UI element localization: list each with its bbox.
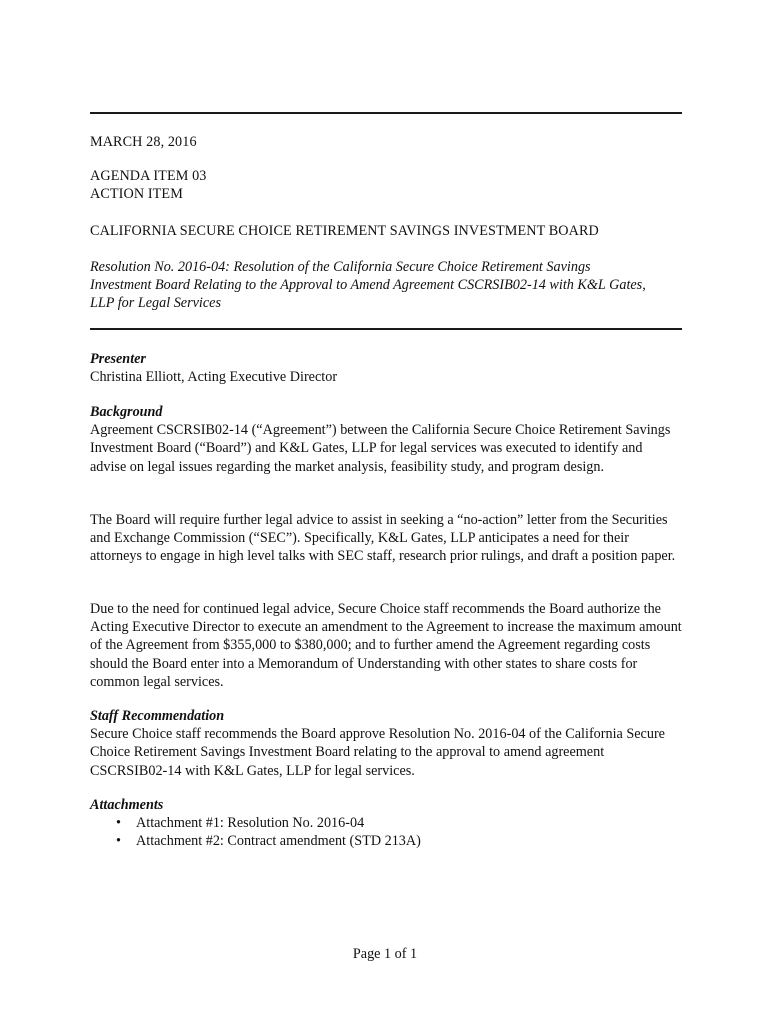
background-paragraph-3-text: Due to the need for continued legal advice, Secure Choice staff recommends the Board authorize the Acting Executive Director to execute an amendment to the Agreement to increase the maximum amount of the Agreement from $355,000 to $380,000; and to further amend the Agreement regarding costs should the Board enter into a Memorandum of Understanding with other states to share costs for common legal services.: [90, 601, 682, 690]
attachment-item: [90, 832, 690, 850]
attachment-label: Attachment #1: Resolution No. 2016-04: [136, 815, 365, 832]
page-number: Page 1 of 1: [352, 946, 418, 962]
background-paragraph-1: Agreement CSCRSIB02-14 (“Agreement”) between the California Secure Choice Retirement Savings Investment Board (“Board”) and K&L Gates, LLP for legal services was executed to identify and advise on legal issues regarding the market analysis, feasibility study, and program design.: [90, 422, 671, 475]
background-section: [90, 403, 682, 476]
staff-recommendation-heading: Staff Recommendation: [90, 708, 225, 724]
resolution-title: Resolution No. 2016-04: Resolution of the California Secure Choice Retirement Savings Investment Board Relating to the Approval to Amend Agreement CSCRSIB02-14 with K&L Gates, LLP for Legal Services: [90, 259, 646, 312]
bullet-icon: •: [116, 815, 121, 832]
staff-recommendation-text: Secure Choice staff recommends the Board approve Resolution No. 2016-04 of the California Secure Choice Retirement Savings Investment Board relating to the approval to amend agreement CSCRSIB02-14 with K&L Gates, LLP for legal services.: [90, 726, 665, 779]
attachment-item: [90, 814, 690, 832]
meeting-date: MARCH 28, 2016: [90, 134, 197, 150]
background-heading: Background: [90, 404, 163, 420]
background-paragraph-2: [90, 511, 682, 566]
bullet-icon: •: [116, 833, 121, 850]
background-paragraph-3: [90, 600, 682, 691]
background-paragraph-2-text: The Board will require further legal advice to assist in seeking a “no-action” letter from the Securities and Exchange Commission (“SEC”). Specifically, K&L Gates, LLP anticipates a need for their attorneys to engage in high level talks with SEC staff, research prior rulings, and draft a position paper.: [90, 512, 676, 565]
presenter-heading: Presenter: [90, 351, 146, 367]
presenter-section: [90, 350, 690, 386]
top-divider: [90, 112, 682, 114]
presenter-name: Christina Elliott, Acting Executive Director: [90, 369, 338, 386]
board-name: CALIFORNIA SECURE CHOICE RETIREMENT SAVINGS INVESTMENT BOARD: [90, 223, 599, 239]
staff-recommendation-section: [90, 707, 682, 780]
attachments-heading: Attachments: [90, 797, 164, 813]
agenda-item-number: AGENDA ITEM 03: [90, 168, 207, 184]
agenda-item-type: ACTION ITEM: [90, 186, 183, 203]
agenda-info: [90, 167, 690, 203]
attachments-section: [90, 796, 690, 851]
attachments-list: [90, 814, 690, 850]
attachment-label: Attachment #2: Contract amendment (STD 213A): [136, 833, 421, 850]
header-divider: [90, 328, 682, 330]
